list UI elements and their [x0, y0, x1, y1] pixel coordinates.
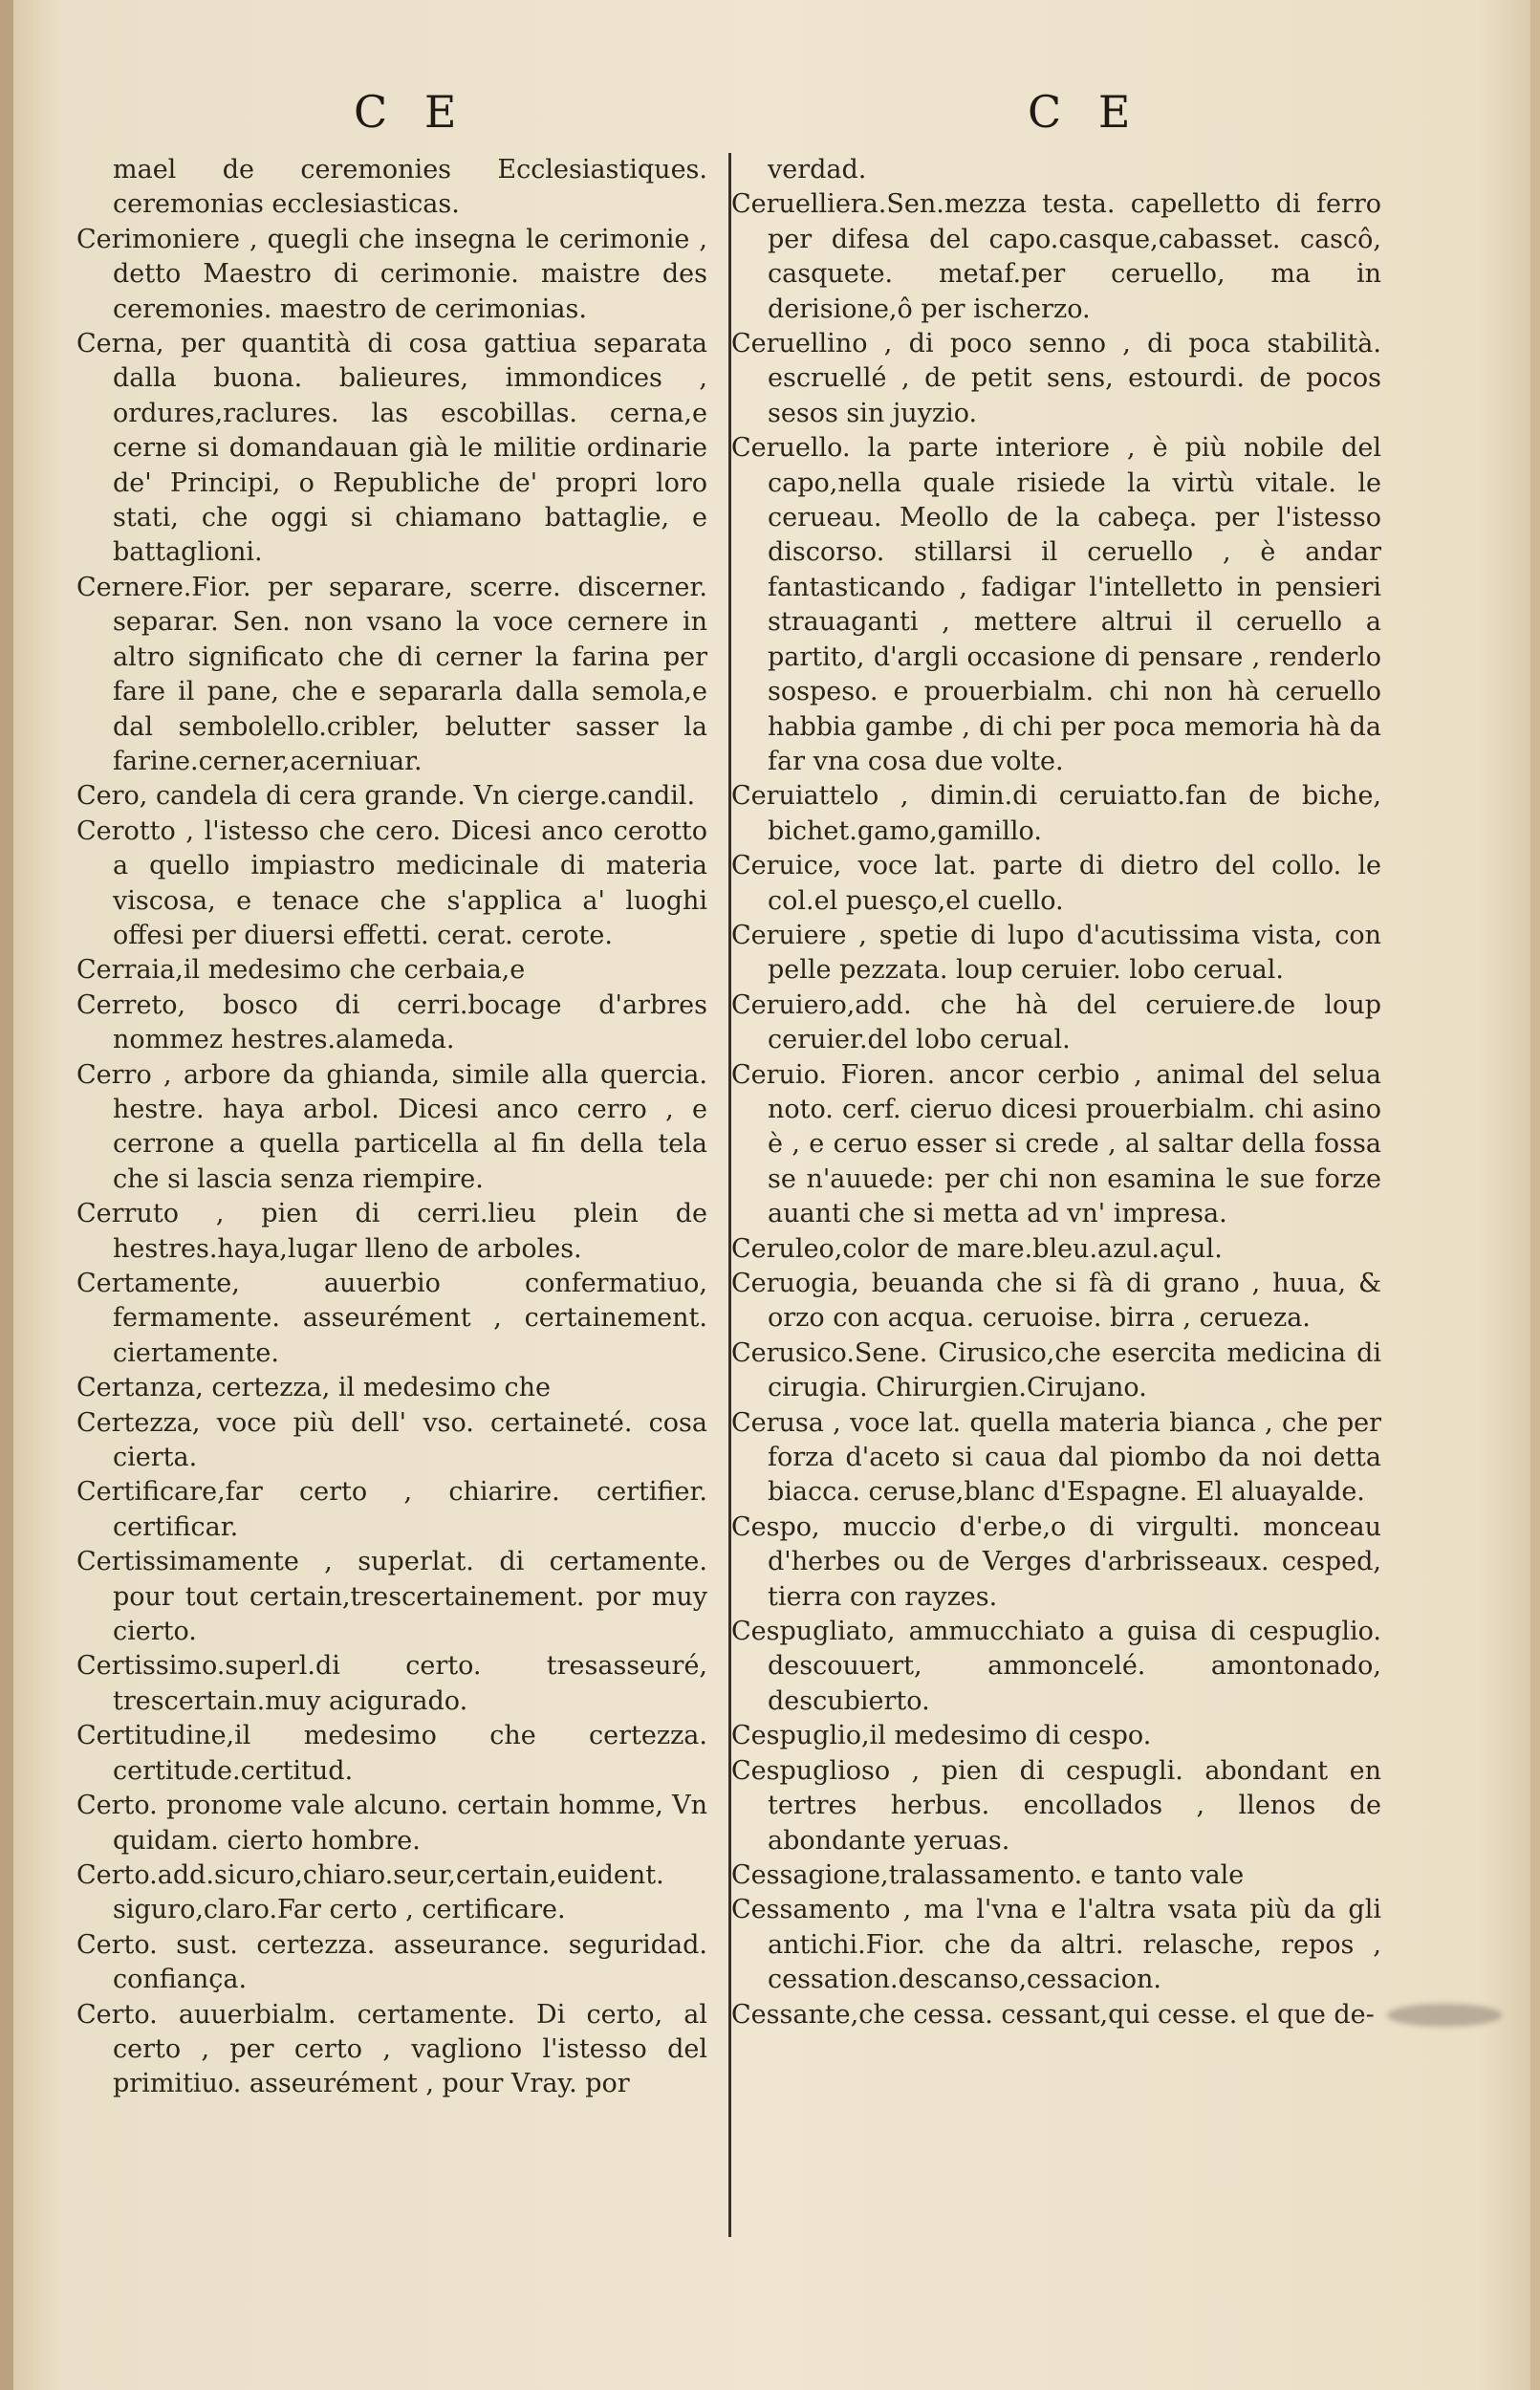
entry-ceruellino: Ceruellino , di poco senno , di poca stabilità. escruellé , de petit sens, estourdi. de pocos sesos sin juyzio. — [731, 329, 1381, 428]
entry-cessante: Cessante,che cessa. cessant,qui cesse. el que de- — [731, 1999, 1375, 2030]
entry-certanza: Certanza, certezza, il medesimo che — [76, 1373, 552, 1403]
entry-cespuglio: Cespuglio,il medesimo di cespo. — [731, 1721, 1152, 1751]
entry-cespugliato: Cespugliato, ammucchiato a guisa di cespuglio. descouuert, ammoncelé. amontonado, descubierto. — [731, 1617, 1381, 1716]
entry-certificare: Certificare,far certo , chiarire. certifier. certificar. — [76, 1477, 707, 1542]
entry-certamente: Certamente, auuerbio confermatiuo, fermamente. asseurément , certainement. ciertamente. — [76, 1269, 707, 1368]
entry-cessamento: Cessamento , ma l'vna e l'altra vsata più da gli antichi.Fior. che da altri. relasche, repos , cessation.descanso,cessacion. — [731, 1895, 1381, 1995]
entry-cerusico: Cerusico.Sene. Cirusico,che esercita medicina di cirugia. Chirurgien.Cirujano. — [731, 1337, 1381, 1403]
entry-certissimo: Certissimo.superl.di certo. tresasseuré, trescertain.muy acigurado. — [76, 1651, 707, 1716]
entry-cerna: Cerna, per quantità di cosa gattiua separata dalla buona. balieures, immondices , ordures,raclures. las escobillas. cerna,e cerne si domandauan già le militie ordinarie de' Principi, o Republiche de' propri loro stati, che oggi si chiamano battaglie, e battaglioni. — [76, 329, 707, 568]
entry-certezza: Certezza, voce più dell' vso. certaineté. cosa cierta. — [76, 1407, 707, 1473]
entry-cerruto: Cerruto , pien di cerri.lieu plein de hestres.haya,lugar lleno de arboles. — [76, 1199, 707, 1264]
page-gutter-shadow — [0, 0, 13, 2390]
entry-cespuglioso: Cespuglioso , pien di cespugli. abondant en tertres herbus. encollados , llenos de abondante yeruas. — [731, 1755, 1381, 1856]
entry-ceruiere: Ceruiere , spetie di lupo d'acutissima vista, con pelle pezzata. loup ceruier. lobo cerual. — [731, 920, 1381, 986]
entry-ceruogia: Ceruogia, beuanda che si fà di grano , huua, & orzo con acqua. ceruoise. birra , cerueza. — [731, 1269, 1381, 1334]
entry-cerotto: Cerotto , l'istesso che cero. Dicesi anco cerotto a quello impiastro medicinale di materia viscosa, e tenace che s'applica a' luoghi offesi per diuersi effetti. cerat. cerote. — [76, 815, 707, 950]
entry-certitudine: Certitudine,il medesimo che certezza. certitude.certitud. — [76, 1721, 707, 1786]
entry-cespo: Cespo, muccio d'erbe,o di virgulti. monceau d'herbes ou de Verges d'arbrisseaux. cesped, tierra con rayzes. — [731, 1511, 1381, 1612]
entry-continuation: mael de ceremonies Ecclesiastiques. ceremonias ecclesiasticas. — [113, 155, 707, 220]
entry-certissimamente: Certissimamente , superlat. di certamente. pour tout certain,trescertainement. por muy cierto. — [76, 1547, 707, 1647]
entry-continuation: verdad. — [768, 155, 867, 185]
entry-ceruleo: Ceruleo,color de mare.bleu.azul.açul. — [731, 1233, 1223, 1264]
entry-cerraia: Cerraia,il medesimo che cerbaia,e — [76, 955, 526, 986]
running-header-right: C E — [1028, 86, 1142, 138]
entry-cernere: Cernere.Fior. per separare, scerre. discerner. separar. Sen. non vsano la voce cernere in altro significato che di cerner la farina per fare il pane, che e separarla dalla semola,e dal sembolello.cribler, belutter sasser la farine.cerner,acerniuar. — [76, 572, 707, 776]
entry-cerro: Cerro , arbore da ghianda, simile alla quercia. hestre. haya arbol. Dicesi anco cerro , e cerrone a quella particella al fin della tela che si lascia senza riempire. — [76, 1059, 707, 1194]
entry-cero: Cero, candela di cera grande. Vn cierge.candil. — [76, 781, 696, 812]
entry-ceruiero: Ceruiero,add. che hà del ceruiere.de loup ceruier.del lobo cerual. — [731, 989, 1381, 1055]
entry-cessagione: Cessagione,tralassamento. e tanto vale — [731, 1859, 1245, 1890]
entry-certo-pronome: Certo. pronome vale alcuno. certain homme, Vn quidam. cierto hombre. — [76, 1791, 707, 1856]
entry-certo-add: Certo.add.sicuro,chiaro.seur,certain,euident. siguro,claro.Far certo , certificare. — [76, 1859, 664, 1925]
ink-smudge — [1387, 2004, 1502, 2027]
entry-cerreto: Cerreto, bosco di cerri.bocage d'arbres nommez hestres.alameda. — [76, 989, 707, 1055]
entry-cerimoniere: Cerimoniere , quegli che insegna le cerimonie , detto Maestro di cerimonie. maistre des ceremonies. maestro de cerimonias. — [76, 224, 707, 324]
left-column — [76, 153, 707, 2102]
running-header-left: C E — [354, 86, 468, 138]
entry-certo-sust: Certo. sust. certezza. asseurance. seguridad. confiança. — [76, 1929, 707, 1995]
right-column — [731, 153, 1381, 2032]
entry-certo-auuerbialm: Certo. auuerbialm. certamente. Di certo, al certo , per certo , vagliono l'istesso del primitiuo. asseurément , pour Vray. por — [76, 1999, 707, 2099]
entry-ceruio: Ceruio. Fioren. ancor cerbio , animal del selua noto. cerf. cieruo dicesi prouerbialm. chi asino è , e ceruo esser si crede , al saltar della fossa se n'auuede: per chi non esamina le sue forze auanti che si metta ad vn' impresa. — [731, 1059, 1381, 1229]
entry-ceruice: Ceruice, voce lat. parte di dietro del collo. le col.el puesço,el cuello. — [731, 851, 1381, 916]
entry-cerusa: Cerusa , voce lat. quella materia bianca , che per forza d'aceto si caua dal piombo da noi detta biacca. ceruse,blanc d'Espagne. El aluayalde. — [731, 1407, 1381, 1508]
entry-ceruello: Ceruello. la parte interiore , è più nobile del capo,nella quale risiede la virtù vitale. le cerueau. Meollo de la cabeça. per l'istesso discorso. stillarsi il ceruello , è andar fantasticando , fadigar l'intelletto in pensieri strauaganti , mettere altrui il ceruello a partito, d'argli occasione di pensare , renderlo sospeso. e prouerbialm. chi non hà ceruello habbia gambe , di chi per poca memoria hà da far vna cosa due volte. — [731, 433, 1381, 776]
entry-ceruelliera: Ceruelliera.Sen.mezza testa. capelletto di ferro per difesa del capo.casque,cabasset. cascô, casquete. metaf.per ceruello, ma in derisione,ô per ischerzo. — [731, 189, 1381, 324]
entry-ceruiattelo: Ceruiattelo , dimin.di ceruiatto.fan de biche, bichet.gamo,gamillo. — [731, 781, 1381, 846]
page-edge — [1530, 0, 1540, 2390]
